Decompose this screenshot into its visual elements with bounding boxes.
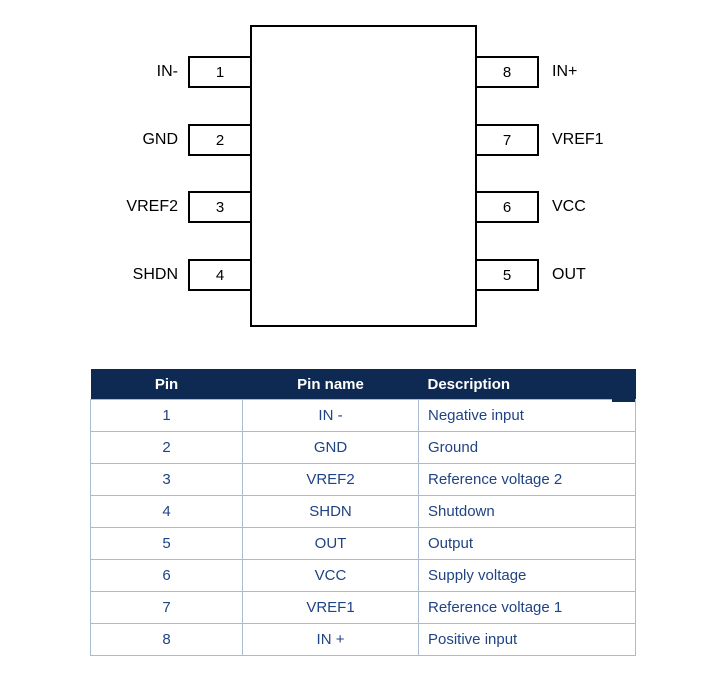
cell-description: Shutdown (419, 496, 636, 528)
table-row (91, 592, 636, 624)
pin-label-vref1: VREF1 (552, 131, 604, 148)
pin-label-in-plus: IN+ (552, 63, 578, 80)
table-header-row (91, 369, 636, 400)
pin-box-2: 2 (188, 124, 252, 156)
pin-box-6: 6 (475, 191, 539, 223)
pin-box-7: 7 (475, 124, 539, 156)
cell-pin-name: VREF1 (243, 592, 419, 624)
cell-description: Reference voltage 2 (419, 464, 636, 496)
header-description: Description (419, 369, 636, 400)
chip-body (250, 25, 477, 327)
cell-pin: 1 (91, 400, 243, 432)
cell-pin: 6 (91, 560, 243, 592)
cell-description: Positive input (419, 624, 636, 656)
cell-pin-name: VCC (243, 560, 419, 592)
header-pin: Pin (91, 369, 243, 400)
cell-pin-name: VREF2 (243, 464, 419, 496)
cell-description: Negative input (419, 400, 636, 432)
cell-pin-name: SHDN (243, 496, 419, 528)
table-row (91, 560, 636, 592)
pin-box-1: 1 (188, 56, 252, 88)
pin-box-4: 4 (188, 259, 252, 291)
cell-pin-name: GND (243, 432, 419, 464)
table-row (91, 496, 636, 528)
pin-box-8: 8 (475, 56, 539, 88)
cell-pin-name: IN - (243, 400, 419, 432)
pin-box-3: 3 (188, 191, 252, 223)
cell-pin: 2 (91, 432, 243, 464)
cell-description: Ground (419, 432, 636, 464)
pin-label-vcc: VCC (552, 198, 586, 215)
cell-description: Output (419, 528, 636, 560)
cell-description: Reference voltage 1 (419, 592, 636, 624)
header-pin-name: Pin name (243, 369, 419, 400)
table-row (91, 528, 636, 560)
pin-label-vref2: VREF2 (126, 198, 178, 215)
table-row (91, 432, 636, 464)
pin-label-shdn: SHDN (132, 266, 178, 283)
pin-description-table (90, 369, 636, 656)
cell-description: Supply voltage (419, 560, 636, 592)
cell-pin: 4 (91, 496, 243, 528)
table-row (91, 624, 636, 656)
pin-box-5: 5 (475, 259, 539, 291)
cell-pin-name: IN + (243, 624, 419, 656)
cell-pin: 8 (91, 624, 243, 656)
table-row (91, 464, 636, 496)
cell-pin: 5 (91, 528, 243, 560)
pin-label-out: OUT (552, 266, 586, 283)
cell-pin: 7 (91, 592, 243, 624)
header-bottom-tick (612, 399, 635, 402)
cell-pin-name: OUT (243, 528, 419, 560)
cell-pin: 3 (91, 464, 243, 496)
table-row (91, 400, 636, 432)
pin-label-in-minus: IN- (156, 63, 178, 80)
pin-label-gnd: GND (142, 131, 178, 148)
